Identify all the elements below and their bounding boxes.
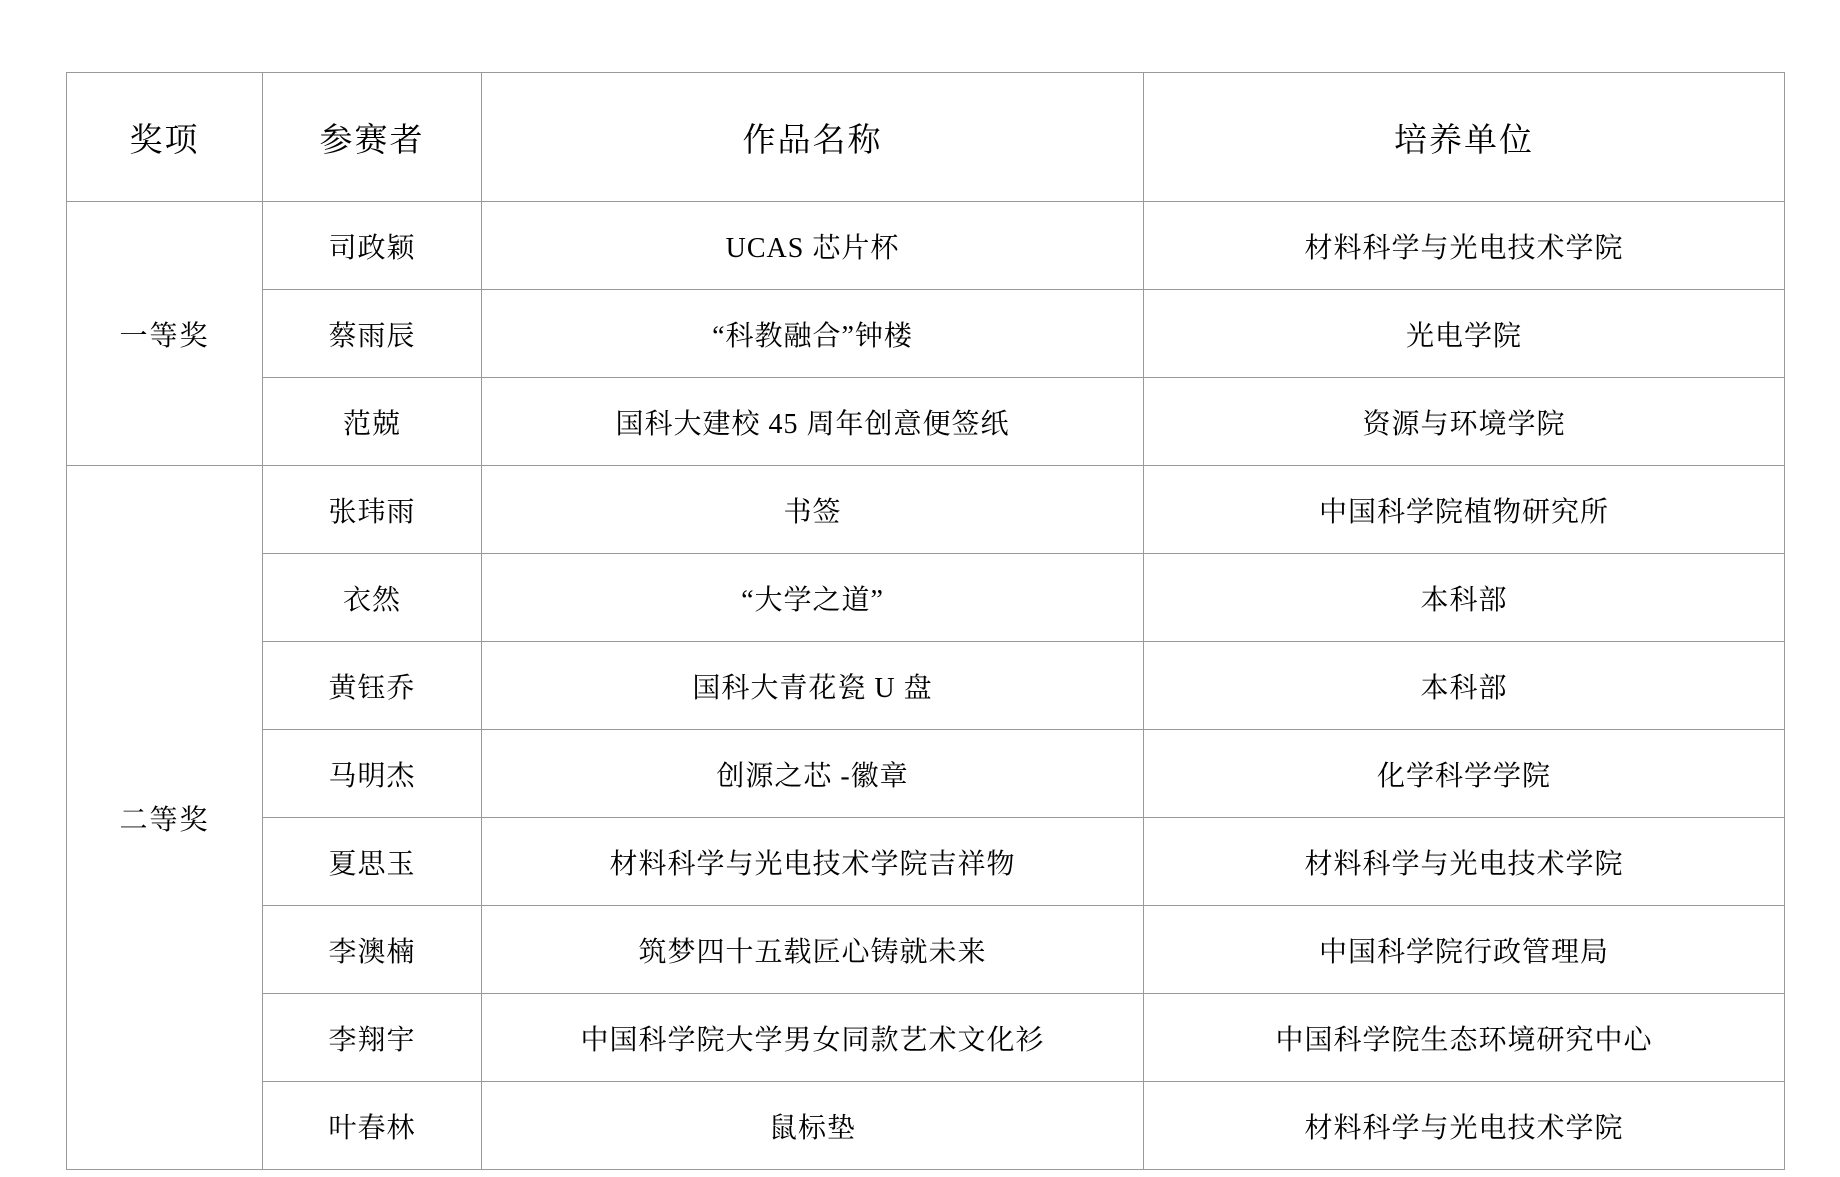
work-title: 材料科学与光电技术学院吉祥物 bbox=[482, 818, 1144, 906]
participant-name: 司政颖 bbox=[263, 202, 482, 290]
training-unit: 中国科学院行政管理局 bbox=[1144, 906, 1785, 994]
work-title: “科教融合”钟楼 bbox=[482, 290, 1144, 378]
participant-name: 蔡雨辰 bbox=[263, 290, 482, 378]
table-row bbox=[67, 818, 1785, 906]
training-unit: 本科部 bbox=[1144, 642, 1785, 730]
table-row bbox=[67, 378, 1785, 466]
training-unit: 本科部 bbox=[1144, 554, 1785, 642]
participant-name: 范兢 bbox=[263, 378, 482, 466]
participant-name: 张玮雨 bbox=[263, 466, 482, 554]
table-row bbox=[67, 730, 1785, 818]
table-row bbox=[67, 290, 1785, 378]
award-group-label-second: 二等奖 bbox=[67, 466, 263, 1170]
training-unit: 材料科学与光电技术学院 bbox=[1144, 818, 1785, 906]
column-header-unit: 培养单位 bbox=[1144, 73, 1785, 202]
participant-name: 夏思玉 bbox=[263, 818, 482, 906]
participant-name: 叶春林 bbox=[263, 1082, 482, 1170]
column-header-work: 作品名称 bbox=[482, 73, 1144, 202]
work-title: 筑梦四十五载匠心铸就未来 bbox=[482, 906, 1144, 994]
training-unit: 化学科学学院 bbox=[1144, 730, 1785, 818]
participant-name: 黄钰乔 bbox=[263, 642, 482, 730]
training-unit: 资源与环境学院 bbox=[1144, 378, 1785, 466]
table-row bbox=[67, 554, 1785, 642]
work-title: 国科大建校 45 周年创意便签纸 bbox=[482, 378, 1144, 466]
participant-name: 李翔宇 bbox=[263, 994, 482, 1082]
table-row bbox=[67, 906, 1785, 994]
table-row bbox=[67, 466, 1785, 554]
work-title: UCAS 芯片杯 bbox=[482, 202, 1144, 290]
table-row bbox=[67, 994, 1785, 1082]
participant-name: 李澳楠 bbox=[263, 906, 482, 994]
work-title: 中国科学院大学男女同款艺术文化衫 bbox=[482, 994, 1144, 1082]
participant-name: 衣然 bbox=[263, 554, 482, 642]
award-table bbox=[66, 72, 1785, 1170]
work-title: 书签 bbox=[482, 466, 1144, 554]
award-table-container bbox=[66, 72, 1784, 1170]
training-unit: 中国科学院生态环境研究中心 bbox=[1144, 994, 1785, 1082]
training-unit: 中国科学院植物研究所 bbox=[1144, 466, 1785, 554]
work-title: 创源之芯 -徽章 bbox=[482, 730, 1144, 818]
work-title: “大学之道” bbox=[482, 554, 1144, 642]
table-row bbox=[67, 1082, 1785, 1170]
column-header-participant: 参赛者 bbox=[263, 73, 482, 202]
training-unit: 材料科学与光电技术学院 bbox=[1144, 1082, 1785, 1170]
table-header-row bbox=[67, 73, 1785, 202]
training-unit: 光电学院 bbox=[1144, 290, 1785, 378]
award-group-label-first: 一等奖 bbox=[67, 202, 263, 466]
table-header bbox=[67, 73, 1785, 202]
work-title: 国科大青花瓷 U 盘 bbox=[482, 642, 1144, 730]
table-body bbox=[67, 202, 1785, 1170]
participant-name: 马明杰 bbox=[263, 730, 482, 818]
table-row bbox=[67, 202, 1785, 290]
work-title: 鼠标垫 bbox=[482, 1082, 1144, 1170]
column-header-award: 奖项 bbox=[67, 73, 263, 202]
training-unit: 材料科学与光电技术学院 bbox=[1144, 202, 1785, 290]
table-row bbox=[67, 642, 1785, 730]
